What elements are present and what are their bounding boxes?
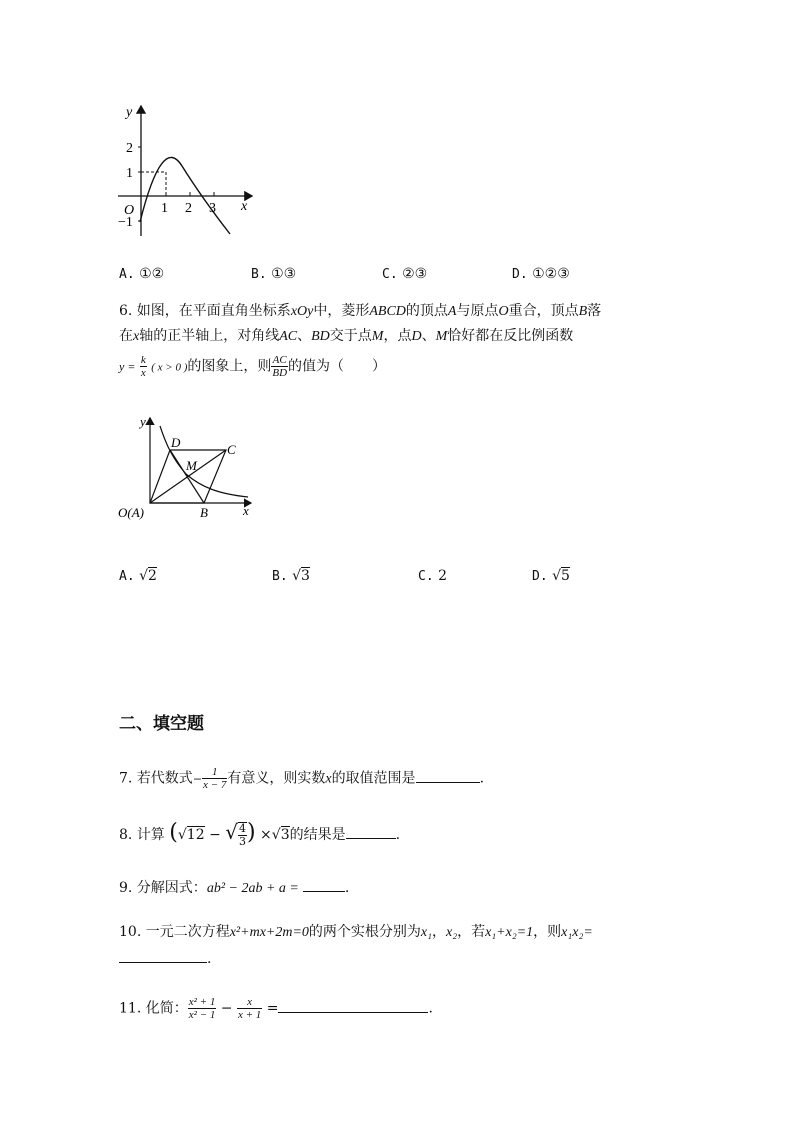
fraction-ac-over-bd: $\frac{AC}{BD}$ (272, 354, 288, 379)
point-d-label: D (171, 435, 181, 450)
q5-option-b[interactable] (251, 264, 296, 285)
q5-option-a[interactable] (119, 264, 164, 285)
answer-blank[interactable] (303, 877, 345, 892)
q5-option-d[interactable] (512, 264, 570, 285)
xtick-3: 3 (209, 201, 216, 216)
xtick-1: 1 (161, 201, 168, 216)
q9: 9. 分解因式：ab² − 2ab + a = . (119, 877, 349, 899)
option-text: ①② (139, 266, 165, 282)
fraction-k-over-x: $\frac{k}{x}$ (140, 354, 146, 379)
fraction-1-over-x-7: $\frac{1}{x - 7}$ (203, 766, 227, 791)
sqrt-icon: √ (225, 820, 238, 844)
q5-option-c[interactable] (382, 264, 427, 285)
answer-blank[interactable] (346, 824, 396, 839)
q6-option-a[interactable]: A. √2 (119, 568, 157, 584)
q6-option-b[interactable]: B. √3 (272, 568, 310, 584)
point-b-label: B (200, 505, 208, 520)
section-title: 二、填空题 (119, 714, 204, 734)
q6-option-d[interactable]: D. √5 (532, 568, 570, 584)
xtick-2: 2 (185, 201, 192, 216)
y-label: y (126, 105, 133, 120)
option-letter: D. (512, 267, 528, 282)
origin-label: O(A) (118, 505, 144, 520)
option-letter: B. (251, 267, 267, 282)
sqrt-icon: √ (177, 827, 187, 843)
option-text: ①②③ (532, 266, 570, 282)
rhombus-graph (116, 410, 261, 522)
q6-line-3: y = $\frac{k}{x}$ ( x > 0 )的图象上，则 $\frac{AC}{BD}$ 的值为（ ） (119, 354, 387, 379)
x-label: x (241, 199, 248, 214)
fraction-4-over-3: $\frac{4}{3}$ (239, 822, 246, 848)
q6-option-c[interactable]: C. 2 (418, 568, 448, 584)
y-label: y (140, 414, 146, 429)
ytick-1: 1 (126, 166, 133, 181)
q10-line-1: 10. 一元二次方程x²+mx+2m=0的两个实根分别为x₁，x₂，若x₁+x₂=1，则x₁x₂= (119, 924, 593, 940)
answer-blank[interactable] (416, 768, 480, 783)
q10-line-2: . (119, 948, 211, 969)
option-letter: C. (382, 267, 398, 282)
origin-label: O (124, 203, 135, 218)
q6-line-1: 6. 如图，在平面直角坐标系xOy中，菱形ABCD的顶点A与原点O重合，顶点B落 (119, 303, 602, 319)
option-letter: A. (119, 267, 135, 282)
sqrt-icon: √ (271, 827, 281, 843)
parabola-graph (112, 98, 262, 243)
answer-blank[interactable] (278, 998, 428, 1013)
x-label: x (243, 503, 249, 518)
fraction-1: $\frac{\text{x² + 1}}{\text{x² − 1}}$ (188, 996, 216, 1021)
sqrt-icon: √ (292, 568, 302, 584)
sqrt-icon: √ (139, 568, 149, 584)
q6-line-2: 在x轴的正半轴上，对角线AC、BD交于点M，点D、M恰好都在反比例函数 (119, 328, 574, 344)
point-c-label: C (227, 442, 236, 457)
ytick-2: 2 (126, 141, 133, 156)
option-text: ①③ (271, 266, 297, 282)
sqrt-icon: √ (552, 568, 562, 584)
q11: 11. 化简： $\frac{\text{x² + 1}}{\text{x² − 1}}$ − $\frac{x}{x + 1}$ = . (119, 996, 433, 1021)
q8: 8. 计算 (√12 − √ $\frac{4}{3}$ ) ×√3的结果是 . (119, 820, 401, 848)
q7: 7. 若代数式− $\frac{1}{x - 7}$ 有意义，则实数x的取值范围是 . (119, 766, 485, 791)
option-text: ②③ (402, 266, 428, 282)
answer-blank[interactable] (119, 948, 207, 963)
ytick-neg1: −1 (118, 215, 133, 230)
fraction-2: $\frac{x}{x + 1}$ (237, 996, 262, 1021)
point-m-label: M (186, 458, 197, 473)
